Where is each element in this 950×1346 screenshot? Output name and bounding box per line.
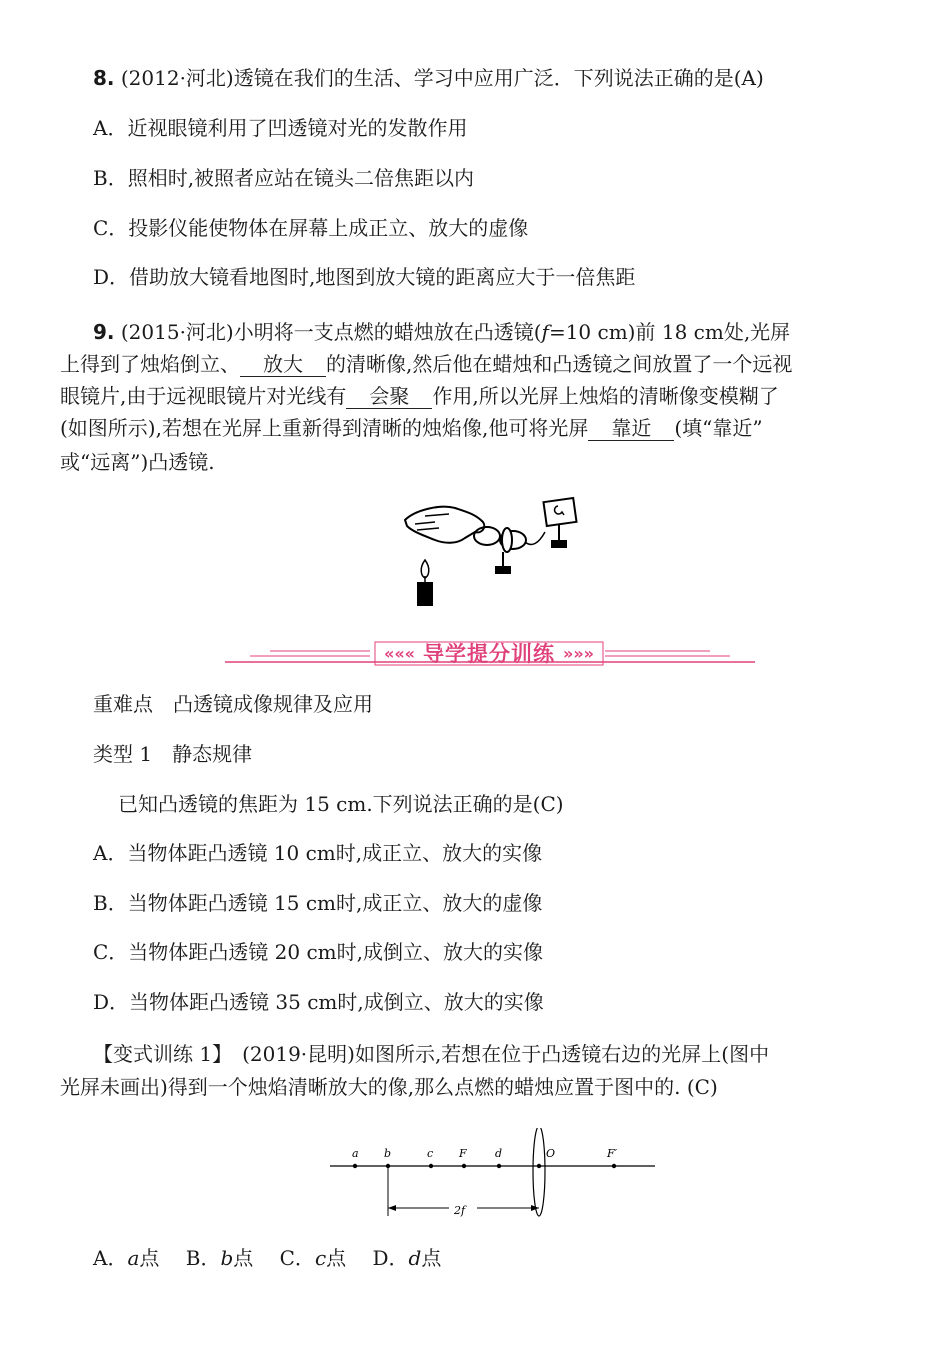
label-O: O [546,1147,556,1160]
q9-line-3 [60,382,779,410]
dimension-label: 2f [454,1204,466,1217]
answer-b-letter: b [220,1246,234,1270]
section-heading: 重难点 凸透镜成像规律及应用 [93,692,373,716]
glasses-lens-left [474,527,500,545]
variant-tag: 【变式训练 1】 [93,1042,223,1066]
banner-right-arrows: »»» [563,643,595,663]
variant-line-2: 光屏未画出)得到一个烛焰清晰放大的像,那么点燃的蜡烛应置于图中的. (C) [60,1075,718,1099]
q8-option-b: B．照相时,被照者应站在镜头二倍焦距以内 [93,166,475,190]
answer-d-letter: d [408,1246,422,1270]
lens-base [495,566,511,574]
point-d [497,1164,501,1168]
q8-number: 8. [93,66,115,90]
answer-c-suffix: 点 [326,1246,347,1270]
answer-a-suffix: 点 [139,1246,160,1270]
q8-option-c: C．投影仪能使物体在屏幕上成正立、放大的虚像 [93,216,529,240]
variant-answers [93,1244,441,1272]
glasses-bridge [500,537,501,538]
q9-text: 眼镜片,由于远视眼镜片对光线有 [60,384,347,408]
connector-curve [525,532,545,544]
hand-outline [405,507,484,543]
convex-lens-symbol [533,1128,545,1216]
answer-blank-3: 靠近 [588,416,674,441]
q9-line-4 [60,414,763,442]
dimension-arrow-left [388,1205,396,1211]
type-heading: 类型 1 静态规律 [93,742,253,766]
q9-text: 上得到了烛焰倒立、 [60,352,240,376]
answer-blank-2: 会聚 [346,384,432,409]
label-b: b [384,1147,392,1160]
q9-line-5: 或“远离”)凸透镜. [60,450,215,474]
practice-option-a: A．当物体距凸透镜 10 cm时,成正立、放大的实像 [93,841,543,865]
q8-stem: (2012·河北)透镜在我们的生活、学习中应用广泛．下列说法正确的是(A) [120,66,764,90]
q8-option-d: D．借助放大镜看地图时,地图到放大镜的距离应大于一倍焦距 [93,265,636,289]
candle-lens-illustration [395,492,595,612]
label-F: F [459,1147,467,1160]
label-c: c [427,1147,434,1160]
banner-left-arrows: ««« [383,643,415,663]
point-O [537,1164,541,1168]
practice-option-c: C．当物体距凸透镜 20 cm时,成倒立、放大的实像 [93,940,543,964]
answer-d-prefix: D． [372,1246,409,1270]
variant-text: (2019·昆明)如图所示,若想在位于凸透镜右边的光屏上(图中 [242,1042,770,1066]
answer-c-letter: c [314,1246,327,1270]
q9-text: (2015·河北)小明将一支点燃的蜡烛放在凸透镜( [120,320,542,344]
point-a [353,1164,357,1168]
label-d: d [495,1147,503,1160]
q9-text: (如图所示),若想在光屏上重新得到清晰的烛焰像,他可将光屏 [60,416,589,440]
point-F-prime [612,1164,616,1168]
point-c [429,1164,433,1168]
candle-flame [421,560,429,578]
answer-a-prefix: A． [93,1246,128,1270]
q8-option-a: A．近视眼镜利用了凹透镜对光的发散作用 [93,116,468,140]
q9-number: 9. [93,320,115,344]
q9-line-2 [60,350,792,378]
answer-c-prefix: C． [279,1246,315,1270]
optical-axis-diagram [325,1128,660,1223]
q9-text: (填“靠近” [674,416,763,440]
convex-lens [502,528,512,552]
practice-option-b: B．当物体距凸透镜 15 cm时,成正立、放大的虚像 [93,891,543,915]
candle-body [417,582,433,606]
point-F [462,1164,466,1168]
answer-b-suffix: 点 [233,1246,254,1270]
answer-blank-1: 放大 [240,352,326,377]
q9-line-1 [93,318,790,346]
banner-title: 导学提分训练 [423,642,555,666]
q8-stem-line [93,64,764,92]
q9-text: 作用,所以光屏上烛焰的清晰像变模糊了 [432,384,779,408]
finger-lines [415,514,449,530]
banner-content [375,640,603,666]
practice-stem: 已知凸透镜的焦距为 15 cm.下列说法正确的是(C) [118,792,564,816]
variant-line-1 [93,1040,769,1068]
answer-a-letter: a [127,1246,140,1270]
label-a: a [352,1147,359,1160]
practice-option-d: D．当物体距凸透镜 35 cm时,成倒立、放大的实像 [93,990,544,1014]
q9-text: =10 cm)前 18 cm处,光屏 [548,320,791,344]
label-F-prime: F′ [607,1147,618,1160]
light-screen [543,498,576,526]
section-banner [220,636,760,666]
q9-focal-symbol: f [541,320,549,344]
q9-text: 的清晰像,然后他在蜡烛和凸透镜之间放置了一个远视 [326,352,793,376]
screen-base [551,540,567,548]
answer-b-prefix: B． [185,1246,221,1270]
answer-d-suffix: 点 [421,1246,442,1270]
